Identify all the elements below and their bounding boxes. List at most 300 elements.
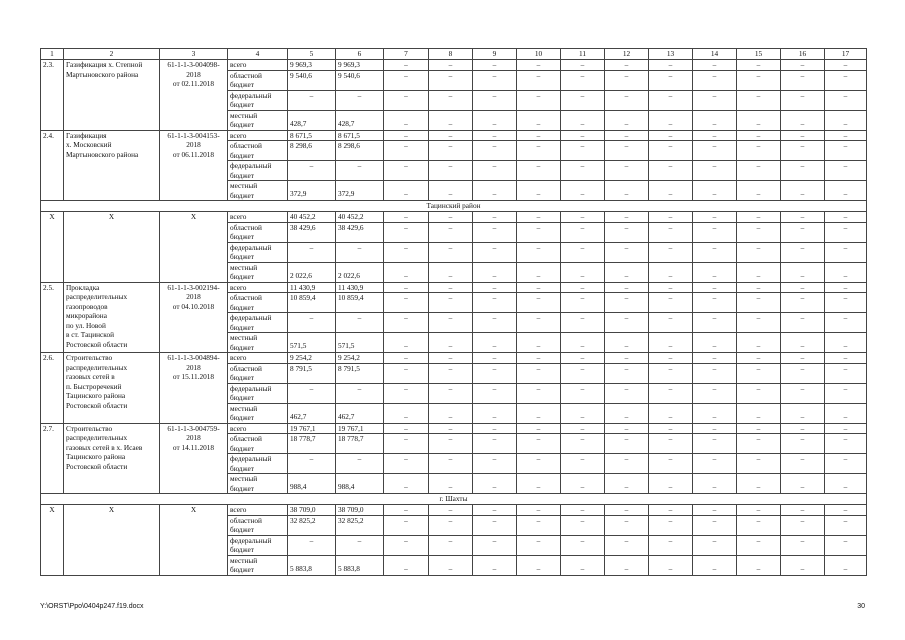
dash-cell: – — [473, 242, 517, 262]
dash-cell: – — [649, 141, 693, 161]
dash-cell: – — [781, 293, 825, 313]
dash-cell: – — [649, 313, 693, 333]
dash-cell: – — [825, 161, 867, 181]
dash-cell: – — [649, 505, 693, 516]
funding-source: всего — [228, 60, 288, 71]
dash-cell: – — [429, 515, 473, 535]
dash-cell: – — [429, 535, 473, 555]
dash-cell: – — [649, 90, 693, 110]
dash-cell: – — [737, 474, 781, 494]
dash-cell: – — [737, 161, 781, 181]
dash-cell: – — [781, 333, 825, 353]
dash-cell: – — [473, 474, 517, 494]
amount-cell: 19 767,1 — [336, 423, 384, 434]
funding-source: федеральный бюджет — [228, 313, 288, 333]
funding-source: областной бюджет — [228, 141, 288, 161]
dash-cell: – — [693, 90, 737, 110]
item-code: 61-1-1-3-004759- 2018 от 14.11.2018 — [160, 423, 228, 494]
dash-cell: – — [517, 141, 561, 161]
dash-cell: – — [693, 181, 737, 201]
dash-cell: – — [649, 161, 693, 181]
dash-cell: – — [517, 262, 561, 282]
dash-cell: – — [693, 282, 737, 293]
dash-cell: – — [605, 110, 649, 130]
dash-cell: – — [517, 555, 561, 575]
amount-cell: 38 709,0 — [336, 505, 384, 516]
amount-cell: 38 429,6 — [288, 222, 336, 242]
dash-cell: – — [429, 110, 473, 130]
dash-cell: – — [605, 60, 649, 71]
dash-cell: – — [781, 313, 825, 333]
dash-cell: – — [517, 110, 561, 130]
dash-cell: – — [693, 353, 737, 364]
dash-cell: – — [384, 363, 429, 383]
dash-cell: – — [649, 130, 693, 141]
dash-cell: – — [649, 454, 693, 474]
dash-cell: – — [649, 110, 693, 130]
dash-cell: – — [737, 535, 781, 555]
dash-cell: – — [693, 293, 737, 313]
column-header: 14 — [693, 49, 737, 60]
dash-cell: – — [605, 434, 649, 454]
dash-cell: – — [384, 90, 429, 110]
dash-cell: – — [384, 423, 429, 434]
dash-cell: – — [825, 242, 867, 262]
amount-cell: 19 767,1 — [288, 423, 336, 434]
dash-cell: – — [605, 212, 649, 223]
amount-cell: 32 825,2 — [288, 515, 336, 535]
dash-cell: – — [384, 262, 429, 282]
dash-cell: – — [825, 70, 867, 90]
dash-cell: – — [561, 535, 605, 555]
funding-source: областной бюджет — [228, 70, 288, 90]
dash-cell: – — [473, 212, 517, 223]
dash-cell: – — [384, 242, 429, 262]
dash-cell: – — [693, 333, 737, 353]
dash-cell: – — [737, 363, 781, 383]
dash-cell: – — [517, 181, 561, 201]
amount-cell: 571,5 — [288, 333, 336, 353]
dash-cell: – — [517, 474, 561, 494]
dash-cell: – — [781, 555, 825, 575]
amount-cell: 18 778,7 — [336, 434, 384, 454]
amount-cell: 9 540,6 — [288, 70, 336, 90]
amount-cell: 38 429,6 — [336, 222, 384, 242]
table-row — [41, 505, 867, 516]
dash-cell: – — [693, 515, 737, 535]
dash-cell: – — [473, 262, 517, 282]
dash-cell: – — [429, 161, 473, 181]
dash-cell: – — [429, 313, 473, 333]
dash-cell: – — [429, 181, 473, 201]
dash-cell: – — [429, 293, 473, 313]
dash-cell: – — [693, 423, 737, 434]
dash-cell: – — [605, 353, 649, 364]
dash-cell: – — [473, 363, 517, 383]
dash-cell: – — [825, 282, 867, 293]
funding-source: федеральный бюджет — [228, 90, 288, 110]
dash-cell: – — [693, 434, 737, 454]
dash-cell: – — [825, 110, 867, 130]
amount-cell: 571,5 — [336, 333, 384, 353]
dash-cell: – — [561, 242, 605, 262]
dash-cell: – — [384, 181, 429, 201]
dash-cell: – — [693, 383, 737, 403]
amount-cell: 8 671,5 — [336, 130, 384, 141]
dash-cell: – — [561, 90, 605, 110]
dash-cell: – — [561, 515, 605, 535]
dash-cell: – — [429, 282, 473, 293]
amount-cell: 9 969,3 — [288, 60, 336, 71]
dash-cell: – — [781, 222, 825, 242]
dash-cell: – — [649, 515, 693, 535]
dash-cell: – — [384, 293, 429, 313]
dash-cell: – — [429, 212, 473, 223]
dash-cell: – — [737, 141, 781, 161]
column-header: 7 — [384, 49, 429, 60]
dash-cell: – — [649, 423, 693, 434]
amount-cell: 9 254,2 — [288, 353, 336, 364]
dash-cell: – — [737, 555, 781, 575]
dash-cell: – — [737, 293, 781, 313]
dash-cell: – — [693, 110, 737, 130]
file-path: Y:\ORST\Ppo\0404p247.f19.docx — [40, 603, 144, 610]
funding-source: всего — [228, 212, 288, 223]
table-row — [41, 282, 867, 293]
dash-cell: – — [473, 293, 517, 313]
dash-cell: – — [517, 70, 561, 90]
dash-cell: – — [737, 110, 781, 130]
dash-cell: – — [781, 474, 825, 494]
dash-cell: – — [737, 130, 781, 141]
dash-cell: – — [561, 423, 605, 434]
section-row — [41, 201, 867, 212]
dash-cell: – — [429, 403, 473, 423]
item-number: 2.6. — [41, 353, 64, 424]
amount-cell: – — [288, 535, 336, 555]
item-code: Х — [160, 212, 228, 283]
funding-source: областной бюджет — [228, 434, 288, 454]
item-number: Х — [41, 212, 64, 283]
dash-cell: – — [429, 141, 473, 161]
column-header: 17 — [825, 49, 867, 60]
column-header: 16 — [781, 49, 825, 60]
dash-cell: – — [384, 383, 429, 403]
dash-cell: – — [517, 130, 561, 141]
dash-cell: – — [737, 282, 781, 293]
dash-cell: – — [781, 363, 825, 383]
dash-cell: – — [825, 454, 867, 474]
dash-cell: – — [473, 383, 517, 403]
dash-cell: – — [429, 130, 473, 141]
dash-cell: – — [649, 70, 693, 90]
dash-cell: – — [473, 403, 517, 423]
dash-cell: – — [825, 474, 867, 494]
dash-cell: – — [605, 222, 649, 242]
dash-cell: – — [517, 293, 561, 313]
dash-cell: – — [825, 383, 867, 403]
funding-source: всего — [228, 282, 288, 293]
dash-cell: – — [384, 403, 429, 423]
dash-cell: – — [384, 434, 429, 454]
item-number: 2.4. — [41, 130, 64, 201]
dash-cell: – — [649, 242, 693, 262]
amount-cell: 2 022,6 — [336, 262, 384, 282]
dash-cell: – — [649, 535, 693, 555]
dash-cell: – — [605, 313, 649, 333]
dash-cell: – — [473, 90, 517, 110]
dash-cell: – — [517, 212, 561, 223]
dash-cell: – — [561, 212, 605, 223]
dash-cell: – — [517, 242, 561, 262]
dash-cell: – — [561, 383, 605, 403]
dash-cell: – — [384, 141, 429, 161]
dash-cell: – — [517, 535, 561, 555]
dash-cell: – — [473, 515, 517, 535]
dash-cell: – — [561, 141, 605, 161]
funding-source: местный бюджет — [228, 474, 288, 494]
item-code: 61-1-1-3-002194- 2018 от 04.10.2018 — [160, 282, 228, 353]
dash-cell: – — [384, 161, 429, 181]
dash-cell: – — [517, 161, 561, 181]
dash-cell: – — [693, 222, 737, 242]
amount-cell: – — [288, 313, 336, 333]
dash-cell: – — [429, 454, 473, 474]
funding-source: федеральный бюджет — [228, 161, 288, 181]
dash-cell: – — [473, 505, 517, 516]
dash-cell: – — [737, 212, 781, 223]
funding-source: федеральный бюджет — [228, 454, 288, 474]
section-title: г. Шахты — [41, 494, 867, 505]
column-header: 2 — [64, 49, 160, 60]
dash-cell: – — [605, 383, 649, 403]
dash-cell: – — [693, 130, 737, 141]
dash-cell: – — [384, 70, 429, 90]
dash-cell: – — [384, 454, 429, 474]
dash-cell: – — [473, 181, 517, 201]
dash-cell: – — [781, 161, 825, 181]
funding-source: местный бюджет — [228, 333, 288, 353]
item-name: Газификация х. Степной Мартыновского района — [64, 60, 160, 131]
dash-cell: – — [825, 60, 867, 71]
dash-cell: – — [384, 535, 429, 555]
item-name: Х — [64, 505, 160, 576]
dash-cell: – — [384, 282, 429, 293]
table-row — [41, 423, 867, 434]
amount-cell: – — [288, 454, 336, 474]
dash-cell: – — [561, 262, 605, 282]
dash-cell: – — [737, 353, 781, 364]
amount-cell: 10 859,4 — [288, 293, 336, 313]
budget-table — [40, 48, 867, 576]
funding-source: всего — [228, 353, 288, 364]
dash-cell: – — [825, 535, 867, 555]
dash-cell: – — [605, 90, 649, 110]
dash-cell: – — [517, 353, 561, 364]
amount-cell: 9 254,2 — [336, 353, 384, 364]
dash-cell: – — [384, 212, 429, 223]
dash-cell: – — [429, 262, 473, 282]
dash-cell: – — [649, 181, 693, 201]
funding-source: местный бюджет — [228, 555, 288, 575]
dash-cell: – — [384, 505, 429, 516]
funding-source: областной бюджет — [228, 222, 288, 242]
dash-cell: – — [781, 110, 825, 130]
dash-cell: – — [561, 293, 605, 313]
dash-cell: – — [473, 313, 517, 333]
dash-cell: – — [737, 313, 781, 333]
dash-cell: – — [561, 161, 605, 181]
dash-cell: – — [561, 181, 605, 201]
dash-cell: – — [605, 70, 649, 90]
dash-cell: – — [781, 262, 825, 282]
funding-source: областной бюджет — [228, 515, 288, 535]
dash-cell: – — [693, 242, 737, 262]
dash-cell: – — [649, 293, 693, 313]
dash-cell: – — [561, 130, 605, 141]
dash-cell: – — [429, 90, 473, 110]
dash-cell: – — [649, 363, 693, 383]
dash-cell: – — [517, 383, 561, 403]
dash-cell: – — [737, 454, 781, 474]
amount-cell: 11 430,9 — [288, 282, 336, 293]
dash-cell: – — [473, 222, 517, 242]
funding-source: федеральный бюджет — [228, 383, 288, 403]
dash-cell: – — [517, 434, 561, 454]
table-row — [41, 60, 867, 71]
dash-cell: – — [649, 353, 693, 364]
amount-cell: 428,7 — [336, 110, 384, 130]
dash-cell: – — [649, 333, 693, 353]
dash-cell: – — [781, 403, 825, 423]
amount-cell: 9 540,6 — [336, 70, 384, 90]
dash-cell: – — [517, 515, 561, 535]
amount-cell: 2 022,6 — [288, 262, 336, 282]
item-name: Х — [64, 212, 160, 283]
amount-cell: 8 298,6 — [336, 141, 384, 161]
dash-cell: – — [517, 403, 561, 423]
amount-cell: 40 452,2 — [336, 212, 384, 223]
dash-cell: – — [649, 212, 693, 223]
amount-cell: – — [336, 535, 384, 555]
dash-cell: – — [825, 403, 867, 423]
amount-cell: 372,9 — [288, 181, 336, 201]
dash-cell: – — [429, 383, 473, 403]
dash-cell: – — [605, 262, 649, 282]
dash-cell: – — [473, 333, 517, 353]
amount-cell: 372,9 — [336, 181, 384, 201]
dash-cell: – — [384, 60, 429, 71]
funding-source: областной бюджет — [228, 363, 288, 383]
dash-cell: – — [561, 110, 605, 130]
amount-cell: 18 778,7 — [288, 434, 336, 454]
dash-cell: – — [693, 403, 737, 423]
amount-cell: 462,7 — [288, 403, 336, 423]
dash-cell: – — [605, 555, 649, 575]
dash-cell: – — [649, 403, 693, 423]
dash-cell: – — [384, 333, 429, 353]
dash-cell: – — [384, 515, 429, 535]
amount-cell: – — [336, 383, 384, 403]
funding-source: местный бюджет — [228, 181, 288, 201]
dash-cell: – — [517, 282, 561, 293]
dash-cell: – — [517, 333, 561, 353]
dash-cell: – — [517, 60, 561, 71]
amount-cell: – — [336, 242, 384, 262]
dash-cell: – — [649, 222, 693, 242]
item-number: 2.7. — [41, 423, 64, 494]
dash-cell: – — [825, 212, 867, 223]
dash-cell: – — [781, 141, 825, 161]
dash-cell: – — [605, 333, 649, 353]
column-header: 10 — [517, 49, 561, 60]
amount-cell: – — [336, 454, 384, 474]
column-header: 8 — [429, 49, 473, 60]
table-row — [41, 212, 867, 223]
dash-cell: – — [737, 262, 781, 282]
dash-cell: – — [781, 515, 825, 535]
amount-cell: – — [288, 242, 336, 262]
item-code: Х — [160, 505, 228, 576]
dash-cell: – — [825, 181, 867, 201]
amount-cell: 11 430,9 — [336, 282, 384, 293]
item-name: Прокладка распределительных газопроводов микрорайона по ул. Новой в ст. Тацинской Ростовской области — [64, 282, 160, 353]
dash-cell: – — [473, 110, 517, 130]
funding-source: областной бюджет — [228, 293, 288, 313]
dash-cell: – — [737, 222, 781, 242]
dash-cell: – — [693, 70, 737, 90]
dash-cell: – — [649, 555, 693, 575]
dash-cell: – — [693, 363, 737, 383]
dash-cell: – — [517, 505, 561, 516]
dash-cell: – — [781, 130, 825, 141]
dash-cell: – — [781, 282, 825, 293]
dash-cell: – — [781, 242, 825, 262]
dash-cell: – — [605, 515, 649, 535]
dash-cell: – — [737, 70, 781, 90]
dash-cell: – — [693, 454, 737, 474]
table-row — [41, 130, 867, 141]
dash-cell: – — [693, 535, 737, 555]
item-name: Строительство распределительных газовых сетей в п. Быстроречекий Тацинского района Ростовской области — [64, 353, 160, 424]
dash-cell: – — [561, 403, 605, 423]
item-code: 61-1-1-3-004098- 2018 от 02.11.2018 — [160, 60, 228, 131]
funding-source: всего — [228, 423, 288, 434]
header-row — [41, 49, 867, 60]
dash-cell: – — [737, 403, 781, 423]
amount-cell: 5 883,8 — [288, 555, 336, 575]
dash-cell: – — [473, 535, 517, 555]
dash-cell: – — [429, 60, 473, 71]
dash-cell: – — [825, 262, 867, 282]
dash-cell: – — [605, 363, 649, 383]
dash-cell: – — [384, 110, 429, 130]
dash-cell: – — [517, 454, 561, 474]
amount-cell: 8 791,5 — [288, 363, 336, 383]
amount-cell: 8 298,6 — [288, 141, 336, 161]
item-code: 61-1-1-3-004153- 2018 от 06.11.2018 — [160, 130, 228, 201]
amount-cell: 38 709,0 — [288, 505, 336, 516]
dash-cell: – — [781, 70, 825, 90]
dash-cell: – — [825, 222, 867, 242]
dash-cell: – — [429, 423, 473, 434]
dash-cell: – — [473, 130, 517, 141]
dash-cell: – — [737, 515, 781, 535]
column-header: 15 — [737, 49, 781, 60]
dash-cell: – — [825, 313, 867, 333]
item-number: 2.5. — [41, 282, 64, 353]
dash-cell: – — [561, 555, 605, 575]
